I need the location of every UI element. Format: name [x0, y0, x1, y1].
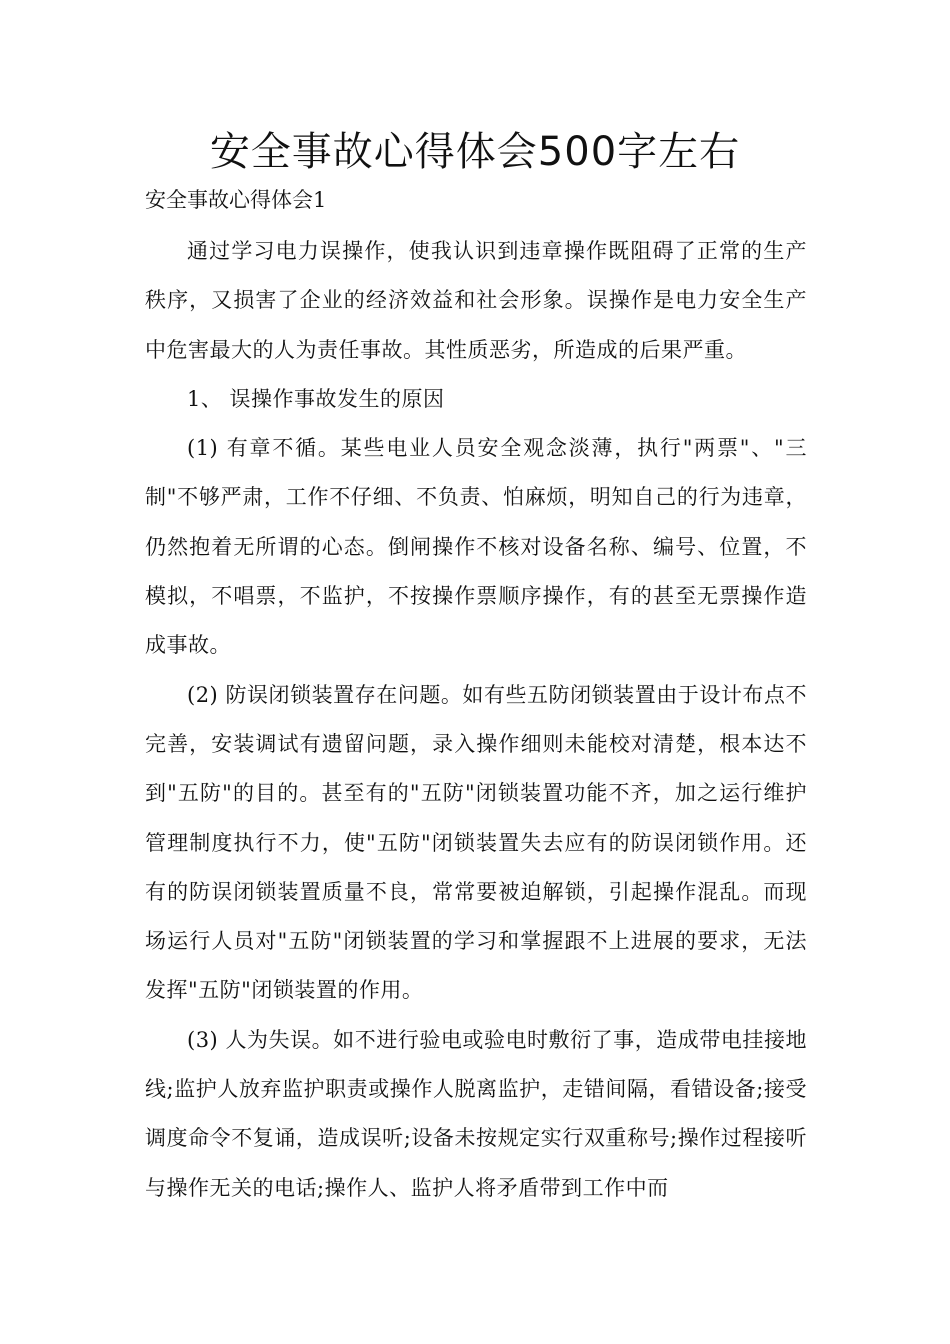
- paragraph-intro: 通过学习电力误操作，使我认识到违章操作既阻碍了正常的生产秩序，又损害了企业的经济效益和社会形象。误操作是电力安全生产中危害最大的人为责任事故。其性质恶劣，所造成的后果严重。: [145, 239, 807, 362]
- section-heading: 安全事故心得体会1: [145, 188, 327, 212]
- document-body: [145, 227, 807, 1213]
- document-title: 安全事故心得体会500字左右: [209, 129, 741, 175]
- paragraph-cause-3: (3) 人为失误。如不进行验电或验电时敷衍了事，造成带电挂接地线;监护人放弃监护职责或操作人脱离监护，走错间隔，看错设备;接受调度命令不复诵，造成误听;设备未按规定实行双重称号;操作过程接听与操作无关的电话;操作人、监护人将矛盾带到工作中而: [145, 1027, 807, 1200]
- paragraph-cause-1: (1) 有章不循。某些电业人员安全观念淡薄，执行"两票"、"三制"不够严肃，工作不仔细、不负责、怕麻烦，明知自己的行为违章，仍然抱着无所谓的心态。倒闸操作不核对设备名称、编号、位置，不模拟，不唱票，不监护，不按操作票顺序操作，有的甚至无票操作造成事故。: [145, 436, 807, 658]
- paragraph-cause-2: (2) 防误闭锁装置存在问题。如有些五防闭锁装置由于设计布点不完善，安装调试有遗留问题，录入操作细则未能校对清楚，根本达不到"五防"的目的。甚至有的"五防"闭锁装置功能不齐，加之运行维护管理制度执行不力，使"五防"闭锁装置失去应有的防误闭锁作用。还有的防误闭锁装置质量不良，常常要被迫解锁，引起操作混乱。而现场运行人员对"五防"闭锁装置的学习和掌握跟不上进展的要求，无法发挥"五防"闭锁装置的作用。: [145, 682, 807, 1003]
- paragraph-cause-heading: 1、 误操作事故发生的原因: [187, 386, 445, 411]
